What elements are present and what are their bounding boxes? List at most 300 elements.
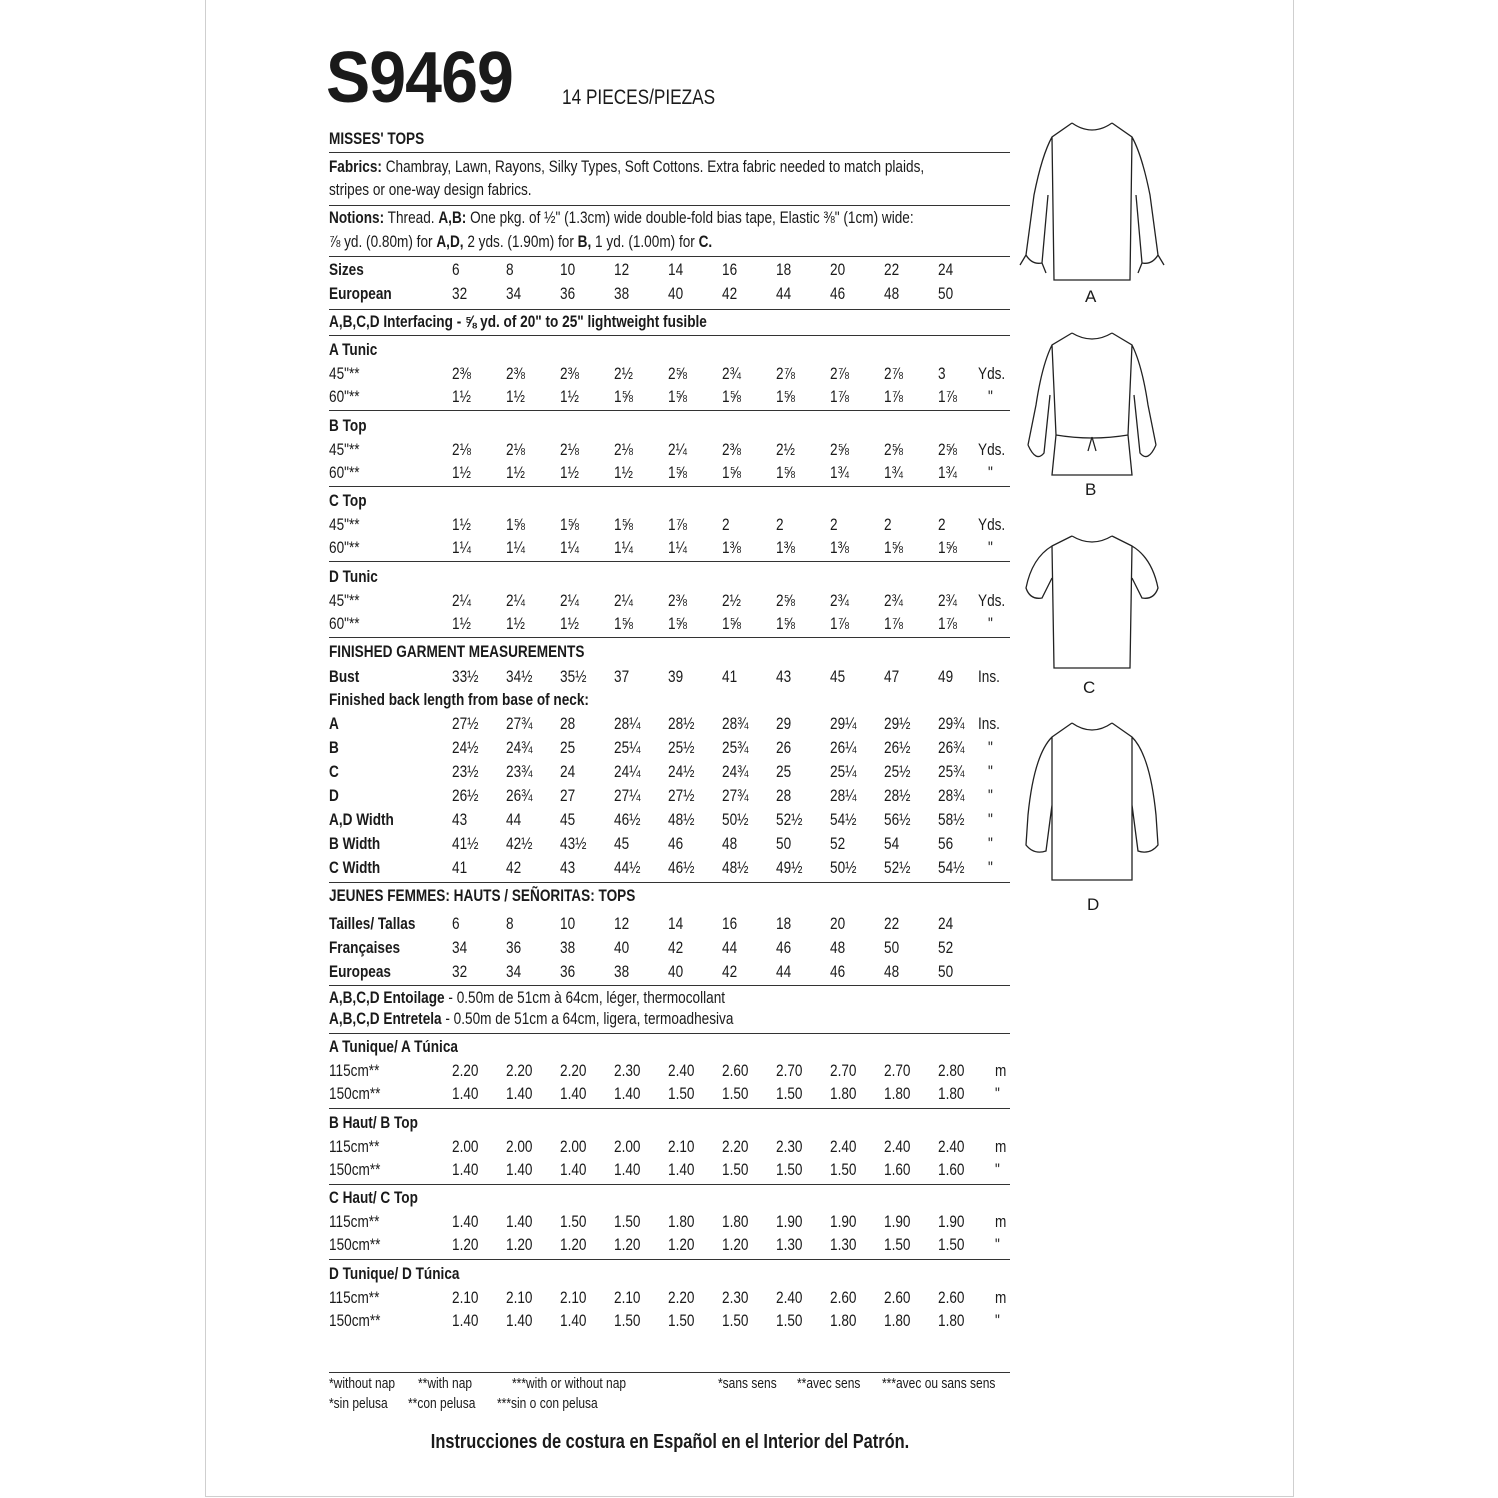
row-label: Tailles/ Tallas bbox=[329, 914, 416, 933]
row-label: 115cm** bbox=[329, 1136, 380, 1156]
size-value: 1.40 bbox=[506, 1084, 533, 1103]
row-label: 150cm** bbox=[329, 1235, 381, 1255]
view-label-b: B bbox=[1085, 480, 1097, 499]
size-value: 2⅝ bbox=[830, 439, 849, 459]
unit-label: Yds. bbox=[978, 515, 1006, 535]
size-value: 10 bbox=[560, 260, 576, 279]
size-value: 1½ bbox=[506, 387, 525, 406]
size-value: 2⅛ bbox=[560, 439, 579, 459]
size-value: 1¼ bbox=[560, 538, 579, 558]
text-segment: C. bbox=[698, 232, 713, 251]
size-value: 2 bbox=[938, 515, 946, 535]
text-segment: Chambray, Lawn, Rayons, Silky Types, Soft Cottons. Extra fabric needed to match plaids, bbox=[381, 157, 925, 176]
size-value: 2.10 bbox=[668, 1136, 695, 1156]
size-value: 28½ bbox=[884, 786, 911, 805]
size-value: 50 bbox=[776, 834, 792, 853]
section-title: FINISHED GARMENT MEASUREMENTS bbox=[329, 642, 585, 661]
size-value: 2.20 bbox=[452, 1061, 479, 1080]
unit-label: " bbox=[988, 810, 993, 829]
row-label: 115cm** bbox=[329, 1061, 380, 1080]
size-value: 2 bbox=[722, 515, 730, 535]
text-segment: A,B,C,D Entoilage bbox=[329, 988, 445, 1007]
size-value: 52½ bbox=[776, 810, 803, 829]
size-value: 1.80 bbox=[668, 1212, 695, 1232]
unit-label: " bbox=[995, 1084, 1000, 1103]
size-value: 1.20 bbox=[452, 1235, 479, 1255]
size-value: 54 bbox=[884, 834, 900, 853]
size-value: 52 bbox=[830, 834, 846, 853]
size-value: 2⅝ bbox=[776, 591, 795, 611]
size-value: 1.90 bbox=[938, 1212, 965, 1232]
footnote: *sin pelusa bbox=[329, 1395, 388, 1412]
size-value: 40 bbox=[614, 938, 630, 957]
unit-label: " bbox=[988, 614, 993, 634]
size-value: 29¼ bbox=[830, 714, 857, 733]
size-value: 42 bbox=[668, 938, 684, 957]
size-value: 25½ bbox=[884, 762, 911, 781]
size-value: 1.40 bbox=[560, 1084, 587, 1103]
size-value: 40 bbox=[668, 962, 684, 981]
row-label: 150cm** bbox=[329, 1159, 381, 1179]
view-heading: B Haut/ B Top bbox=[329, 1112, 418, 1132]
size-value: 43 bbox=[452, 810, 468, 829]
unit-label: " bbox=[988, 762, 993, 781]
size-value: 1.60 bbox=[884, 1159, 911, 1179]
size-value: 1⅞ bbox=[884, 387, 903, 406]
size-value: 12 bbox=[614, 260, 630, 279]
size-value: 2⅛ bbox=[614, 439, 633, 459]
size-value: 48½ bbox=[722, 858, 749, 877]
size-value: 1½ bbox=[614, 462, 633, 482]
size-value: 2.60 bbox=[884, 1288, 911, 1308]
unit-label: Yds. bbox=[978, 364, 1006, 383]
divider bbox=[329, 985, 1010, 986]
size-value: 2⅞ bbox=[830, 364, 849, 383]
unit-label: " bbox=[995, 1159, 1000, 1179]
size-value: 2.10 bbox=[614, 1288, 641, 1308]
size-value: 1.20 bbox=[560, 1235, 587, 1255]
size-value: 1½ bbox=[560, 614, 579, 634]
divider bbox=[329, 882, 1010, 883]
row-label: 45"** bbox=[329, 439, 360, 459]
pattern-number: S9469 bbox=[326, 38, 513, 118]
divider bbox=[329, 152, 1010, 153]
row-label: 60"** bbox=[329, 462, 360, 482]
size-value: 1⅜ bbox=[776, 538, 795, 558]
size-value: 1.80 bbox=[938, 1311, 965, 1331]
size-value: 2½ bbox=[776, 439, 795, 459]
footnote: *sans sens bbox=[718, 1375, 777, 1392]
size-value: 1½ bbox=[506, 462, 525, 482]
size-value: 48 bbox=[884, 962, 900, 981]
size-value: 24 bbox=[938, 260, 954, 279]
view-a-illustration bbox=[1012, 115, 1172, 290]
size-value: 25½ bbox=[668, 738, 695, 757]
row-label: B bbox=[329, 738, 339, 757]
size-value: 1.40 bbox=[614, 1084, 641, 1103]
size-value: 1¾ bbox=[830, 462, 849, 482]
size-value: 1⅞ bbox=[830, 614, 849, 634]
size-value: 1.50 bbox=[668, 1311, 695, 1331]
size-value: 44 bbox=[776, 284, 792, 303]
size-value: 23¾ bbox=[506, 762, 533, 781]
size-value: 20 bbox=[830, 260, 846, 279]
view-label-a: A bbox=[1085, 287, 1097, 306]
size-value: 1.80 bbox=[938, 1084, 965, 1103]
size-value: 48 bbox=[830, 938, 846, 957]
unit-label: Yds. bbox=[978, 591, 1006, 611]
size-value: 14 bbox=[668, 260, 684, 279]
size-value: 26½ bbox=[884, 738, 911, 757]
size-value: 23½ bbox=[452, 762, 479, 781]
size-value: 28¼ bbox=[614, 714, 641, 733]
fabrics-text bbox=[329, 157, 924, 177]
size-value: 25¾ bbox=[938, 762, 965, 781]
row-label: Bust bbox=[329, 667, 360, 686]
view-heading: C Top bbox=[329, 491, 367, 511]
size-value: 2¼ bbox=[560, 591, 579, 611]
size-value: 1.90 bbox=[884, 1212, 911, 1232]
size-value: 20 bbox=[830, 914, 846, 933]
size-value: 1¾ bbox=[938, 462, 957, 482]
row-label: 150cm** bbox=[329, 1311, 381, 1331]
size-value: 48 bbox=[722, 834, 738, 853]
size-value: 34 bbox=[506, 284, 522, 303]
size-value: 25¼ bbox=[614, 738, 641, 757]
divider bbox=[329, 1108, 1010, 1109]
size-value: 52 bbox=[938, 938, 954, 957]
size-value: 44 bbox=[506, 810, 522, 829]
size-value: 41 bbox=[452, 858, 468, 877]
size-value: 33½ bbox=[452, 667, 479, 686]
footnote: **avec sens bbox=[797, 1375, 861, 1392]
size-value: 2½ bbox=[722, 591, 741, 611]
size-value: 1.50 bbox=[776, 1084, 803, 1103]
size-value: 26½ bbox=[452, 786, 479, 805]
size-value: 1.50 bbox=[722, 1311, 749, 1331]
row-label: 60"** bbox=[329, 614, 360, 634]
size-value: 8 bbox=[506, 260, 514, 279]
spanish-instructions-note: Instrucciones de costura en Español en el Interior del Patrón. bbox=[430, 1431, 910, 1453]
size-value: 28¼ bbox=[830, 786, 857, 805]
size-value: 36 bbox=[560, 962, 576, 981]
size-value: 24½ bbox=[668, 762, 695, 781]
notions-text bbox=[329, 208, 914, 228]
view-heading: A Tunic bbox=[329, 340, 378, 359]
size-value: 14 bbox=[668, 914, 684, 933]
text-segment: Notions: bbox=[329, 208, 385, 227]
size-value: 2.00 bbox=[452, 1136, 479, 1156]
size-value: 1¼ bbox=[452, 538, 471, 558]
size-value: 1¾ bbox=[884, 462, 903, 482]
size-value: 1.40 bbox=[452, 1212, 479, 1232]
size-value: 44½ bbox=[614, 858, 641, 877]
unit-label: " bbox=[988, 834, 993, 853]
footnote: ***sin o con pelusa bbox=[497, 1395, 598, 1412]
view-c-illustration bbox=[1012, 528, 1172, 678]
size-value: 2⅜ bbox=[560, 364, 579, 383]
size-value: 1.40 bbox=[668, 1159, 695, 1179]
view-b-illustration bbox=[1012, 325, 1172, 485]
size-value: 2¾ bbox=[884, 591, 903, 611]
size-value: 1⅝ bbox=[560, 515, 579, 535]
interfacing-text: A,B,C,D Interfacing - ⅝ yd. of 20" to 25" lightweight fusible bbox=[329, 312, 707, 331]
size-value: 1⅝ bbox=[668, 387, 687, 406]
size-value: 1.50 bbox=[776, 1311, 803, 1331]
unit-label: " bbox=[988, 462, 993, 482]
size-value: 2.40 bbox=[830, 1136, 857, 1156]
size-value: 6 bbox=[452, 260, 460, 279]
size-value: 2 bbox=[830, 515, 838, 535]
view-heading: B Top bbox=[329, 415, 367, 435]
size-value: 2⅛ bbox=[452, 439, 471, 459]
size-value: 1⅝ bbox=[722, 387, 741, 406]
size-value: 1.40 bbox=[506, 1311, 533, 1331]
size-value: 1.50 bbox=[560, 1212, 587, 1232]
size-value: 2.70 bbox=[884, 1061, 911, 1080]
size-value: 1.50 bbox=[614, 1311, 641, 1331]
size-value: 1.80 bbox=[884, 1311, 911, 1331]
section-title: JEUNES FEMMES: HAUTS / SEÑORITAS: TOPS bbox=[329, 886, 636, 905]
size-value: 42 bbox=[722, 284, 738, 303]
size-value: 1.50 bbox=[614, 1212, 641, 1232]
row-label: 45"** bbox=[329, 364, 360, 383]
size-value: 16 bbox=[722, 914, 738, 933]
divider bbox=[329, 637, 1010, 638]
size-value: 1⅞ bbox=[668, 515, 687, 535]
divider bbox=[329, 1184, 1010, 1185]
size-value: 24¾ bbox=[506, 738, 533, 757]
text-segment: 2 yds. (1.90m) for bbox=[463, 232, 578, 251]
divider bbox=[329, 410, 1010, 411]
size-value: 49 bbox=[938, 667, 954, 686]
size-value: 1.50 bbox=[938, 1235, 965, 1255]
size-value: 42 bbox=[506, 858, 522, 877]
size-value: 2¼ bbox=[614, 591, 633, 611]
size-value: 1.40 bbox=[452, 1159, 479, 1179]
size-value: 1.60 bbox=[938, 1159, 965, 1179]
view-label-d: D bbox=[1087, 895, 1100, 914]
row-label: 60"** bbox=[329, 538, 360, 558]
size-value: 48 bbox=[884, 284, 900, 303]
size-value: 1⅜ bbox=[722, 538, 741, 558]
size-value: 1⅝ bbox=[668, 614, 687, 634]
size-value: 2.40 bbox=[776, 1288, 803, 1308]
size-value: 1⅝ bbox=[614, 387, 633, 406]
row-label: C bbox=[329, 762, 339, 781]
size-value: 2⅜ bbox=[452, 364, 471, 383]
size-value: 1.50 bbox=[722, 1084, 749, 1103]
size-value: 1⅞ bbox=[830, 387, 849, 406]
row-label: 115cm** bbox=[329, 1288, 380, 1308]
size-value: 2.40 bbox=[938, 1136, 965, 1156]
size-value: 25¼ bbox=[830, 762, 857, 781]
size-value: 2¼ bbox=[452, 591, 471, 611]
size-value: 43 bbox=[560, 858, 576, 877]
size-value: 49½ bbox=[776, 858, 803, 877]
text-segment: - 0.50m de 51cm à 64cm, léger, thermocollant bbox=[444, 988, 726, 1007]
row-label: Sizes bbox=[329, 260, 364, 279]
size-value: 41 bbox=[722, 667, 738, 686]
size-value: 2.80 bbox=[938, 1061, 965, 1080]
size-value: 2⅜ bbox=[722, 439, 741, 459]
size-value: 58½ bbox=[938, 810, 965, 829]
size-value: 2½ bbox=[614, 364, 633, 383]
size-value: 10 bbox=[560, 914, 576, 933]
size-value: 1.40 bbox=[506, 1212, 533, 1232]
text-segment: A,B,C,D Entretela bbox=[329, 1009, 442, 1028]
size-value: 2.20 bbox=[668, 1288, 695, 1308]
text-segment: - 0.50m de 51cm a 64cm, ligera, termoadhesiva bbox=[441, 1009, 734, 1028]
unit-label: " bbox=[988, 858, 993, 877]
text-segment: stripes or one-way design fabrics. bbox=[329, 180, 532, 199]
size-value: 6 bbox=[452, 914, 460, 933]
view-heading: D Tunique/ D Túnica bbox=[329, 1264, 460, 1284]
size-value: 2.30 bbox=[776, 1136, 803, 1156]
size-value: 1½ bbox=[452, 515, 471, 535]
piece-count: 14 PIECES/PIEZAS bbox=[562, 86, 716, 109]
size-value: 1½ bbox=[452, 614, 471, 634]
text-segment: Fabrics: bbox=[329, 157, 382, 176]
size-value: 28¾ bbox=[938, 786, 965, 805]
view-d-illustration bbox=[1012, 715, 1172, 890]
view-heading: D Tunic bbox=[329, 567, 378, 587]
size-value: 29 bbox=[776, 714, 792, 733]
text-segment: 1 yd. (1.00m) for bbox=[591, 232, 699, 251]
row-label: 60"** bbox=[329, 387, 360, 406]
size-value: 2.00 bbox=[614, 1136, 641, 1156]
size-value: 1.20 bbox=[668, 1235, 695, 1255]
size-value: 8 bbox=[506, 914, 514, 933]
footnote: ***with or without nap bbox=[512, 1375, 627, 1392]
size-value: 27¼ bbox=[614, 786, 641, 805]
size-value: 27½ bbox=[668, 786, 695, 805]
unit-label: " bbox=[988, 738, 993, 757]
size-value: 50½ bbox=[830, 858, 857, 877]
size-value: 50 bbox=[884, 938, 900, 957]
size-value: 1.40 bbox=[452, 1084, 479, 1103]
size-value: 27¾ bbox=[722, 786, 749, 805]
size-value: 34 bbox=[506, 962, 522, 981]
divider bbox=[329, 335, 1010, 336]
entretela-text bbox=[329, 1009, 733, 1029]
size-value: 2.10 bbox=[560, 1288, 587, 1308]
size-value: 56½ bbox=[884, 810, 911, 829]
size-value: 24¼ bbox=[614, 762, 641, 781]
row-label: Françaises bbox=[329, 938, 401, 957]
footnote: ***avec ou sans sens bbox=[882, 1375, 996, 1392]
size-value: 2⅝ bbox=[938, 439, 957, 459]
size-value: 2.00 bbox=[506, 1136, 533, 1156]
size-value: 45 bbox=[560, 810, 576, 829]
divider bbox=[329, 561, 1010, 562]
size-value: 46 bbox=[830, 284, 846, 303]
unit-label: m bbox=[995, 1061, 1007, 1080]
size-value: 2⅝ bbox=[884, 439, 903, 459]
unit-label: Yds. bbox=[978, 439, 1006, 459]
size-value: 1⅝ bbox=[938, 538, 957, 558]
view-label-c: C bbox=[1083, 678, 1096, 697]
size-value: 1½ bbox=[452, 387, 471, 406]
row-label: 45"** bbox=[329, 515, 360, 535]
row-label: Europeas bbox=[329, 962, 391, 981]
size-value: 2¼ bbox=[506, 591, 525, 611]
size-value: 56 bbox=[938, 834, 954, 853]
size-value: 1.40 bbox=[614, 1159, 641, 1179]
size-value: 1⅝ bbox=[614, 515, 633, 535]
size-value: 38 bbox=[614, 962, 630, 981]
unit-label: " bbox=[988, 786, 993, 805]
size-value: 29½ bbox=[884, 714, 911, 733]
size-value: 18 bbox=[776, 914, 792, 933]
size-value: 1⅝ bbox=[506, 515, 525, 535]
size-value: 45 bbox=[614, 834, 630, 853]
size-value: 2.60 bbox=[830, 1288, 857, 1308]
size-value: 28 bbox=[776, 786, 792, 805]
row-label: B Width bbox=[329, 834, 381, 853]
size-value: 1.50 bbox=[830, 1159, 857, 1179]
size-value: 47 bbox=[884, 667, 900, 686]
size-value: 2.10 bbox=[506, 1288, 533, 1308]
row-label: European bbox=[329, 284, 392, 303]
size-value: 1⅞ bbox=[938, 387, 957, 406]
text-segment: Thread. bbox=[384, 208, 439, 227]
divider bbox=[329, 256, 1010, 257]
size-value: 2⅞ bbox=[884, 364, 903, 383]
size-value: 1.50 bbox=[722, 1159, 749, 1179]
unit-label: " bbox=[995, 1235, 1000, 1255]
row-label: 115cm** bbox=[329, 1212, 380, 1232]
size-value: 1⅝ bbox=[722, 614, 741, 634]
footnote: *without nap bbox=[329, 1375, 396, 1392]
unit-label: m bbox=[995, 1136, 1007, 1156]
size-value: 24¾ bbox=[722, 762, 749, 781]
size-value: 2¾ bbox=[938, 591, 957, 611]
size-value: 1⅞ bbox=[884, 614, 903, 634]
size-value: 1⅞ bbox=[938, 614, 957, 634]
size-value: 2.30 bbox=[614, 1061, 641, 1080]
view-heading: C Haut/ C Top bbox=[329, 1188, 418, 1208]
size-value: 25 bbox=[776, 762, 792, 781]
size-value: 44 bbox=[722, 938, 738, 957]
size-value: 2.20 bbox=[560, 1061, 587, 1080]
text-segment: One pkg. of ½" (1.3cm) wide double-fold bias tape, Elastic ⅜" (1cm) wide: bbox=[466, 208, 914, 227]
size-value: 38 bbox=[614, 284, 630, 303]
size-value: 1.40 bbox=[506, 1159, 533, 1179]
divider bbox=[329, 486, 1010, 487]
size-value: 1.80 bbox=[830, 1311, 857, 1331]
size-value: 26¼ bbox=[830, 738, 857, 757]
size-value: 54½ bbox=[938, 858, 965, 877]
unit-label: Ins. bbox=[978, 714, 1000, 733]
size-value: 1½ bbox=[506, 614, 525, 634]
fabrics-text bbox=[329, 180, 532, 200]
size-value: 54½ bbox=[830, 810, 857, 829]
unit-label: " bbox=[995, 1311, 1000, 1331]
text-segment: ⅞ yd. (0.80m) for bbox=[329, 232, 437, 251]
divider bbox=[329, 309, 1010, 310]
size-value: 32 bbox=[452, 962, 468, 981]
size-value: 26¾ bbox=[506, 786, 533, 805]
unit-label: m bbox=[995, 1212, 1007, 1232]
size-value: 50 bbox=[938, 284, 954, 303]
footnote: **with nap bbox=[418, 1375, 473, 1392]
size-value: 28¾ bbox=[722, 714, 749, 733]
size-value: 2.40 bbox=[884, 1136, 911, 1156]
size-value: 2¼ bbox=[668, 439, 687, 459]
text-segment: A,D, bbox=[436, 232, 464, 251]
size-value: 2¾ bbox=[830, 591, 849, 611]
